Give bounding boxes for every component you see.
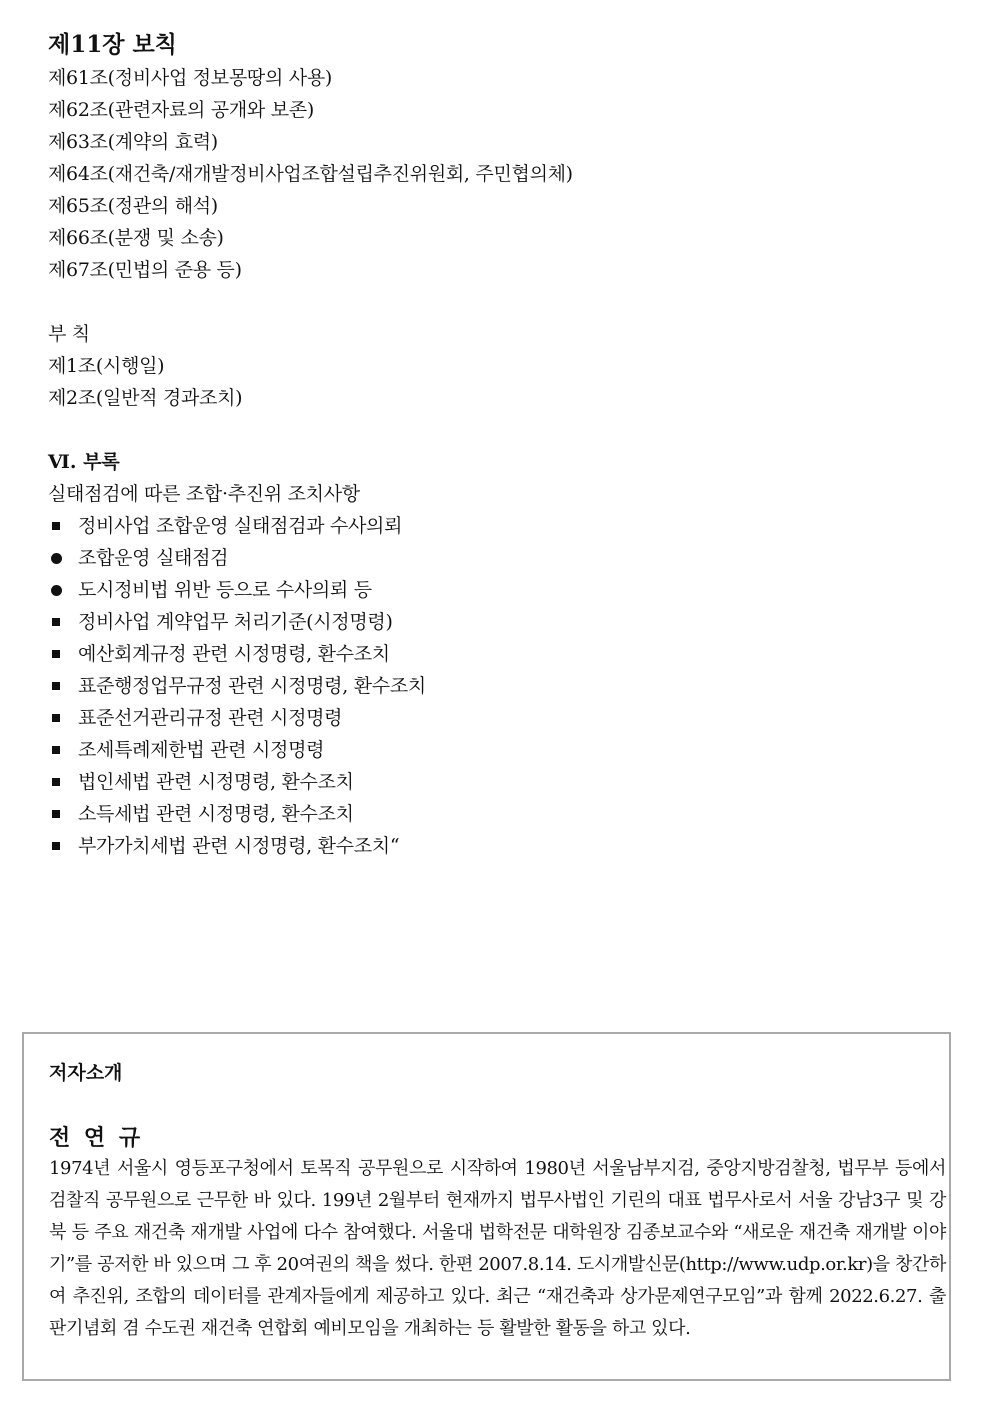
list-item-text: 조합운영 실태점검	[78, 547, 229, 569]
author-heading: 저자소개	[49, 1062, 123, 1084]
chapter-title: 제11장 보칙	[48, 31, 177, 58]
appendix-item-list	[48, 510, 948, 862]
list-item-text: 표준행정업무규정 관련 시정명령, 환수조치	[78, 675, 426, 697]
list-item	[48, 638, 948, 670]
list-item-text: 조세특례제한법 관련 시정명령	[78, 739, 325, 761]
chapter-article: 제64조(재건축/재개발정비사업조합설립추진위원회, 주민협의체)	[48, 163, 573, 185]
list-item	[48, 702, 948, 734]
chapter-article: 제66조(분쟁 및 소송)	[48, 227, 224, 249]
supplementary-article: 제1조(시행일)	[48, 355, 165, 377]
spacer	[48, 286, 948, 318]
list-item-text: 정비사업 조합운영 실태점검과 수사의뢰	[78, 515, 403, 537]
square-bullet-icon	[48, 650, 78, 658]
square-bullet-icon	[48, 842, 78, 850]
list-item-text: 정비사업 계약업무 처리기준(시정명령)	[78, 611, 393, 633]
chapter-article: 제62조(관련자료의 공개와 보존)	[48, 99, 314, 121]
list-item	[48, 798, 948, 830]
list-item-text: 예산회계규정 관련 시정명령, 환수조치	[78, 643, 390, 665]
list-item	[48, 542, 948, 574]
author-bio: 1974년 서울시 영등포구청에서 토목직 공무원으로 시작하여 1980년 서울남부지검, 중앙지방검찰청, 법무부 등에서 검찰직 공무원으로 근무한 바 있다. 199년 2월부터 현재까지 법무사법인 기린의 대표 법무사로서 서울 강남3구 및 강북 등 주요 재건축 재개발 사업에 다수 참여했다. 서울대 법학전문 대학원장 김종보교수와 “새로운 재건축 재개발 이야기”를 공저한 바 있으며 그 후 20여권의 책을 썼다. 한편 2007.8.14. 도시개발신문(http://www.udp.or.kr)을 창간하여 추진위, 조합의 데이터를 관계자들에게 제공하고 있다. 최근 “재건축과 상가문제연구모임”과 함께 2022.6.27. 출판기념회 겸 수도권 재건축 연합회 예비모임을 개최하는 등 활발한 활동을 하고 있다.	[49, 1158, 946, 1339]
spacer	[48, 414, 948, 446]
list-item-text: 표준선거관리규정 관련 시정명령	[78, 707, 343, 729]
circle-bullet-icon	[48, 553, 78, 564]
square-bullet-icon	[48, 714, 78, 722]
square-bullet-icon	[48, 810, 78, 818]
author-info-box	[22, 1032, 951, 1381]
square-bullet-icon	[48, 778, 78, 786]
list-item	[48, 766, 948, 798]
chapter-article: 제65조(정관의 해석)	[48, 195, 218, 217]
list-item-text: 소득세법 관련 시정명령, 환수조치	[78, 803, 354, 825]
chapter-article-list	[48, 62, 948, 286]
chapter-article: 제61조(정비사업 정보몽땅의 사용)	[48, 67, 332, 89]
list-item	[48, 830, 948, 862]
list-item	[48, 734, 948, 766]
document-body	[48, 28, 948, 862]
list-item	[48, 510, 948, 542]
supplementary-article: 제2조(일반적 경과조치)	[48, 387, 243, 409]
square-bullet-icon	[48, 522, 78, 530]
appendix-title: Ⅵ. 부록	[48, 451, 120, 473]
list-item	[48, 670, 948, 702]
square-bullet-icon	[48, 618, 78, 626]
list-item-text: 부가가치세법 관련 시정명령, 환수조치“	[78, 835, 400, 857]
list-item	[48, 574, 948, 606]
supplementary-title: 부 칙	[48, 323, 90, 345]
appendix-subtitle: 실태점검에 따른 조합·추진위 조치사항	[48, 483, 360, 505]
square-bullet-icon	[48, 682, 78, 690]
chapter-article: 제63조(계약의 효력)	[48, 131, 218, 153]
list-item	[48, 606, 948, 638]
author-name: 전 연 규	[49, 1125, 144, 1151]
list-item-text: 법인세법 관련 시정명령, 환수조치	[78, 771, 354, 793]
square-bullet-icon	[48, 746, 78, 754]
list-item-text: 도시정비법 위반 등으로 수사의뢰 등	[78, 579, 372, 601]
chapter-article: 제67조(민법의 준용 등)	[48, 259, 242, 281]
circle-bullet-icon	[48, 585, 78, 596]
